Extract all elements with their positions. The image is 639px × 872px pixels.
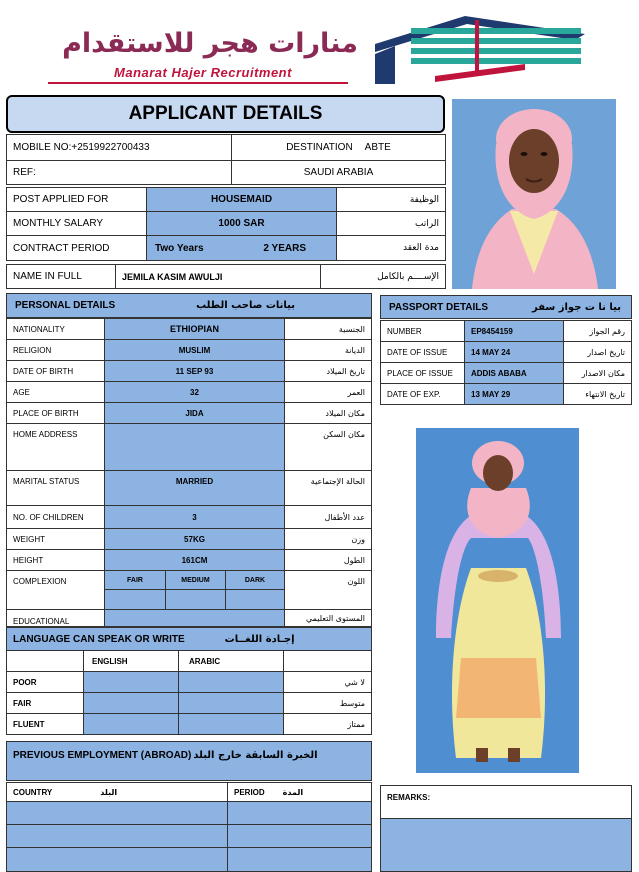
passport-number-value: EP8454159: [471, 326, 513, 336]
mobile-label: MOBILE NO:: [13, 142, 72, 153]
salary-ar: الراتب: [414, 218, 439, 229]
pd-value: [104, 505, 285, 529]
pp-ar: [563, 383, 632, 405]
employment-header: [6, 741, 372, 781]
contract-label-cell: [6, 235, 147, 261]
complexion-fair-check: [104, 589, 166, 610]
pd-ar: [284, 318, 372, 340]
marital-label: MARITAL STATUS: [13, 477, 80, 486]
personal-heading-ar: بيانات صاحب الطلب: [196, 300, 295, 311]
language-heading: LANGUAGE CAN SPEAK OR WRITE: [13, 633, 185, 645]
post-ar-cell: [336, 187, 446, 212]
pob-label: PLACE OF BIRTH: [13, 408, 79, 418]
pp-ar: [563, 320, 632, 342]
post-label: POST APPLIED FOR: [13, 194, 109, 205]
emp-country-ar: البلد: [100, 787, 118, 797]
applicant-portrait-photo: [452, 99, 616, 289]
dob-value: 11 SEP 93: [175, 366, 214, 376]
lang-poor-english: [83, 671, 179, 693]
children-label: NO. OF CHILDREN: [13, 512, 84, 522]
destination-cell: [231, 134, 446, 161]
lang-row-ar: [283, 692, 372, 714]
complexion-medium-label: MEDIUM: [181, 576, 210, 584]
passport-issue-date-ar: تاريخ اصدار: [587, 347, 625, 357]
destination-country-cell: [231, 160, 446, 185]
emp-period-label: PERIOD: [234, 787, 265, 797]
pd-label: [6, 402, 105, 424]
passport-issue-date-value: 14 MAY 24: [471, 347, 511, 357]
passport-number-ar: رقم الجواز: [589, 326, 625, 336]
emp-row-country: [6, 824, 228, 848]
emp-row-period: [227, 847, 372, 872]
complexion-fair: [104, 570, 166, 590]
pd-label: [6, 318, 105, 340]
emp-country-label: COUNTRY: [13, 787, 53, 797]
post-label-cell: [6, 187, 147, 212]
address-ar: مكان السكن: [323, 430, 365, 439]
emp-period-header: [227, 782, 372, 802]
passport-number-label: NUMBER: [387, 326, 422, 336]
pd-label: [6, 470, 105, 506]
nationality-value: ETHIOPIAN: [169, 324, 219, 334]
destination-country: SAUDI ARABIA: [303, 167, 374, 178]
pd-value: [104, 423, 285, 471]
pd-value: [104, 528, 285, 550]
mobile-row: [6, 134, 232, 161]
pd-ar: [284, 360, 372, 382]
pd-value: [104, 402, 285, 424]
age-ar: العمر: [347, 387, 365, 397]
salary-value: 1000 SAR: [218, 218, 265, 229]
pd-label: [6, 360, 105, 382]
complexion-label: COMPLEXION: [13, 577, 67, 586]
lang-fair-english: [83, 692, 179, 714]
pp-label: [380, 383, 465, 405]
complexion-medium-check: [165, 589, 226, 610]
complexion-dark: [225, 570, 285, 590]
lang-row-ar: [283, 671, 372, 693]
pd-ar: [284, 505, 372, 529]
mobile-value: +2519922700433: [71, 142, 150, 153]
lang-col-english-label: ENGLISH: [92, 656, 128, 666]
pd-ar: [284, 470, 372, 506]
lang-col-ar-blank: [283, 650, 372, 672]
destination-label: DESTINATION: [286, 142, 353, 153]
passport-heading: PASSPORT DETAILS: [389, 301, 489, 313]
complexion-dark-check: [225, 589, 285, 610]
height-label: HEIGHT: [13, 555, 44, 565]
marital-ar: الحالة الإجتماعية: [310, 477, 365, 486]
pob-ar: مكان الميلاد: [325, 408, 365, 418]
lang-fair-ar: متوسط: [339, 698, 365, 708]
pd-label: [6, 528, 105, 550]
passport-expiry-label: DATE OF EXP.: [387, 389, 441, 399]
pp-value: [464, 362, 564, 384]
passport-heading-ar: بيا نا ت جواز سفر: [532, 301, 621, 313]
pd-label: [6, 549, 105, 571]
marital-value: MARRIED: [175, 477, 214, 486]
lang-fluent-english: [83, 713, 179, 735]
lang-corner: [6, 650, 84, 672]
lang-fair-label: FAIR: [13, 698, 32, 708]
emp-row-country: [6, 801, 228, 825]
passport-issue-place-value: ADDIS ABABA: [471, 368, 527, 378]
ref-cell: [6, 160, 232, 185]
contract-label: CONTRACT PERIOD: [13, 242, 110, 254]
lang-fluent-arabic: [178, 713, 284, 735]
emp-period-ar: المدة: [282, 787, 304, 797]
pd-ar: [284, 570, 372, 610]
pd-ar: [284, 423, 372, 471]
pd-value: [104, 470, 285, 506]
page-title: [6, 95, 445, 133]
lang-fair-arabic: [178, 692, 284, 714]
pd-label: [6, 381, 105, 403]
pd-ar: [284, 402, 372, 424]
salary-label: MONTHLY SALARY: [13, 218, 104, 229]
language-heading-ar: إجـادة اللغــات: [224, 633, 295, 645]
emp-row-country: [6, 847, 228, 872]
lang-row-label: [6, 713, 84, 735]
contract-value-cell: [146, 235, 337, 261]
lang-poor-ar: لا شي: [344, 677, 365, 687]
lang-row-ar: [283, 713, 372, 735]
lang-col-arabic-label: ARABIC: [189, 656, 221, 666]
pd-value: [104, 549, 285, 571]
name-value: JEMILA KASIM AWULJI: [122, 271, 223, 282]
salary-label-cell: [6, 211, 147, 236]
passport-expiry-ar: تاريخ الانتهاء: [585, 389, 625, 399]
emp-row-period: [227, 824, 372, 848]
destination-code: ABTE: [364, 142, 391, 153]
pd-label: [6, 570, 105, 610]
lang-col-arabic: [178, 650, 284, 672]
lang-col-english: [83, 650, 179, 672]
pd-ar: [284, 528, 372, 550]
dob-ar: تاريخ الميلاد: [326, 366, 365, 376]
pd-label: [6, 609, 105, 627]
personal-heading: PERSONAL DETAILS: [15, 300, 116, 311]
age-value: 32: [190, 387, 199, 397]
religion-value: MUSLIM: [178, 345, 211, 355]
complexion-medium: [165, 570, 226, 590]
pp-ar: [563, 362, 632, 384]
passport-issue-place-label: PLACE OF ISSUE: [387, 368, 453, 378]
personal-details-header: [6, 293, 372, 318]
religion-ar: الديانة: [344, 345, 365, 355]
complexion-dark-label: DARK: [244, 576, 266, 584]
address-label: HOME ADDRESS: [13, 430, 78, 439]
pd-ar: [284, 549, 372, 571]
lang-row-label: [6, 671, 84, 693]
pd-value: [104, 381, 285, 403]
weight-label: WEIGHT: [13, 534, 45, 544]
lang-poor-label: POOR: [13, 677, 37, 687]
employment-heading-ar: الخبرة السابقة خارج البلد: [193, 750, 318, 761]
emp-country-header: [6, 782, 228, 802]
nationality-ar: الجنسية: [338, 324, 365, 334]
remarks-field: [380, 818, 632, 872]
name-ar-cell: [320, 264, 446, 289]
remarks-label-cell: [380, 785, 632, 819]
complexion-ar: اللون: [347, 577, 365, 586]
lang-row-label: [6, 692, 84, 714]
contract-ar: مدة العقد: [403, 243, 439, 253]
passport-issue-place-ar: مكان الاصدار: [581, 368, 625, 378]
post-ar: الوظيفة: [409, 194, 439, 205]
pd-value: [104, 609, 285, 627]
post-value-cell: [146, 187, 337, 212]
children-ar: عدد الأطفال: [324, 512, 365, 522]
pp-value: [464, 383, 564, 405]
pp-value: [464, 320, 564, 342]
ref-label: REF:: [13, 167, 36, 178]
post-value: HOUSEMAID: [210, 194, 273, 205]
employment-heading: PREVIOUS EMPLOYMENT (ABROAD): [13, 750, 192, 761]
portrait-illustration: [452, 99, 616, 289]
name-ar: الإســــم بالكامل: [377, 271, 439, 282]
company-logo: [40, 20, 600, 90]
weight-value: 57KG: [184, 534, 205, 544]
pd-value: [104, 360, 285, 382]
passport-issue-date-label: DATE OF ISSUE: [387, 347, 448, 357]
pob-value: JIDA: [185, 408, 204, 418]
remarks-label: REMARKS:: [387, 793, 431, 802]
pd-ar: [284, 339, 372, 361]
pp-ar: [563, 341, 632, 363]
pp-label: [380, 362, 465, 384]
logo-english-text: Manarat Hajer Recruitment: [114, 65, 292, 80]
salary-value-cell: [146, 211, 337, 236]
lang-poor-arabic: [178, 671, 284, 693]
logo-arabic-text: منارات هجر للاستقدام: [62, 28, 358, 59]
lang-fluent-label: FLUENT: [13, 719, 45, 729]
page-title-text: APPLICANT DETAILS: [128, 103, 323, 124]
language-header: [6, 627, 372, 651]
applicant-full-body-photo: [416, 428, 579, 773]
height-value: 161CM: [181, 555, 208, 565]
passport-details-header: [380, 295, 632, 319]
salary-ar-cell: [336, 211, 446, 236]
full-body-illustration: [416, 428, 579, 773]
logo-house-icon: [375, 16, 585, 84]
education-ar: المستوى التعليمي: [305, 613, 365, 623]
pd-value: [104, 339, 285, 361]
education-label: EDUCATIONAL: [13, 617, 70, 626]
pd-label: [6, 505, 105, 529]
height-ar: الطول: [343, 555, 365, 565]
name-label-cell: [6, 264, 116, 289]
complexion-fair-label: FAIR: [127, 576, 143, 584]
weight-ar: وزن: [351, 534, 365, 544]
pd-label: [6, 339, 105, 361]
pd-value: [104, 318, 285, 340]
emp-row-period: [227, 801, 372, 825]
pp-label: [380, 341, 465, 363]
logo-underline: [48, 82, 348, 84]
name-label: NAME IN FULL: [13, 271, 82, 282]
children-value: 3: [192, 512, 197, 522]
contract-value-years: 2 YEARS: [263, 242, 306, 254]
pd-ar: [284, 609, 372, 627]
religion-label: RELIGION: [13, 345, 52, 355]
name-value-cell: [115, 264, 321, 289]
pp-label: [380, 320, 465, 342]
passport-expiry-value: 13 MAY 29: [471, 389, 511, 399]
lang-fluent-ar: ممتاز: [347, 719, 365, 729]
pd-label: [6, 423, 105, 471]
pd-ar: [284, 381, 372, 403]
pp-value: [464, 341, 564, 363]
nationality-label: NATIONALITY: [13, 324, 65, 334]
age-label: AGE: [13, 387, 30, 397]
contract-ar-cell: [336, 235, 446, 261]
dob-label: DATE OF BIRTH: [13, 366, 74, 376]
contract-value-words: Two Years: [155, 242, 204, 254]
